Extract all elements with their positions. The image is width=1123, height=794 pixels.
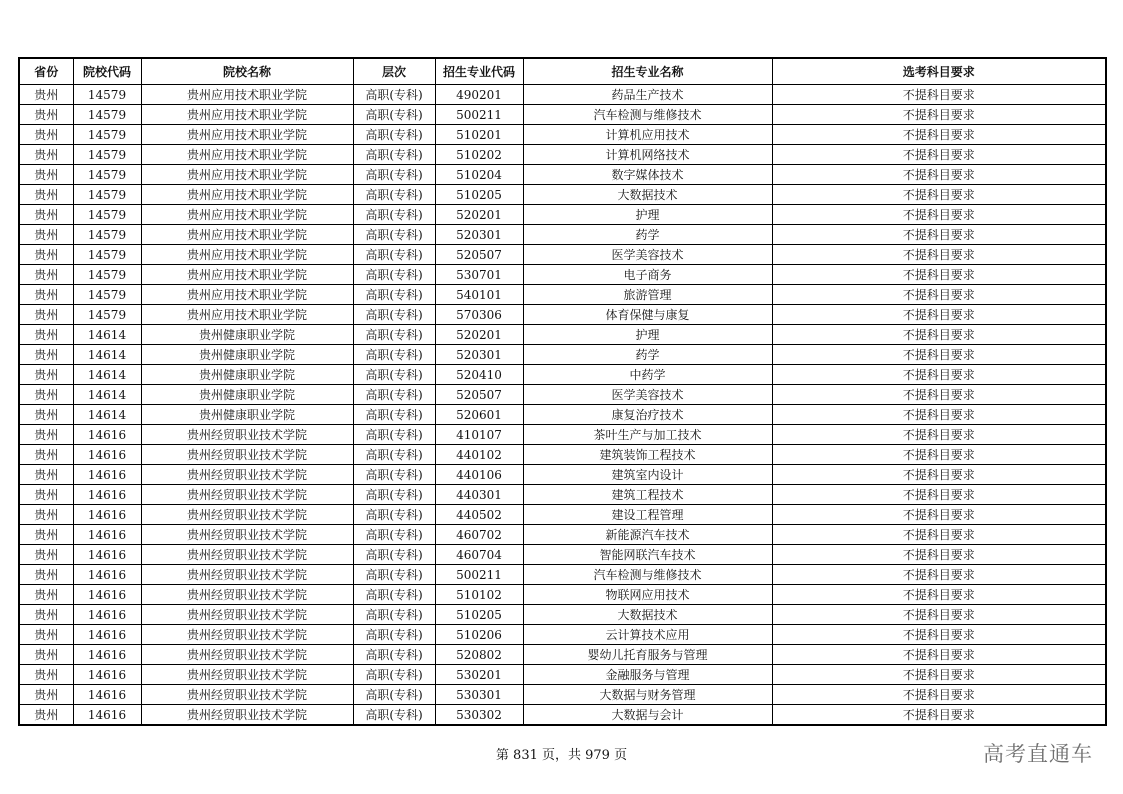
cell-province: 贵州 (19, 585, 73, 605)
cell-major-code: 520301 (435, 225, 523, 245)
table-row (19, 285, 1106, 305)
cell-major-name: 药学 (523, 345, 772, 365)
cell-major-name: 智能网联汽车技术 (523, 545, 772, 565)
cell-major-name: 建筑工程技术 (523, 485, 772, 505)
cell-level: 高职(专科) (353, 285, 435, 305)
cell-level: 高职(专科) (353, 185, 435, 205)
table-row (19, 105, 1106, 125)
cell-major-code: 520507 (435, 385, 523, 405)
cell-level: 高职(专科) (353, 85, 435, 105)
cell-major-name: 大数据技术 (523, 605, 772, 625)
table-row (19, 225, 1106, 245)
table-row (19, 125, 1106, 145)
cell-major-name: 婴幼儿托育服务与管理 (523, 645, 772, 665)
table-row (19, 85, 1106, 105)
cell-school-code: 14616 (73, 645, 141, 665)
cell-level: 高职(专科) (353, 105, 435, 125)
cell-school-name: 贵州健康职业学院 (141, 385, 353, 405)
cell-province: 贵州 (19, 105, 73, 125)
cell-province: 贵州 (19, 685, 73, 705)
table-row (19, 525, 1106, 545)
table-row (19, 465, 1106, 485)
cell-school-code: 14616 (73, 485, 141, 505)
cell-subject-requirement: 不提科目要求 (772, 345, 1106, 365)
cell-level: 高职(专科) (353, 445, 435, 465)
page-number: 第 831 页，共 979 页 (495, 748, 628, 763)
cell-major-code: 520410 (435, 365, 523, 385)
cell-level: 高职(专科) (353, 585, 435, 605)
cell-subject-requirement: 不提科目要求 (772, 165, 1106, 185)
table-row (19, 245, 1106, 265)
cell-school-code: 14614 (73, 405, 141, 425)
cell-level: 高职(专科) (353, 245, 435, 265)
cell-school-code: 14614 (73, 345, 141, 365)
cell-major-code: 510206 (435, 625, 523, 645)
cell-major-name: 药学 (523, 225, 772, 245)
cell-major-code: 520201 (435, 325, 523, 345)
cell-school-name: 贵州经贸职业技术学院 (141, 505, 353, 525)
table-row (19, 185, 1106, 205)
cell-level: 高职(专科) (353, 605, 435, 625)
cell-major-name: 建筑装饰工程技术 (523, 445, 772, 465)
cell-school-code: 14579 (73, 165, 141, 185)
cell-school-code: 14616 (73, 685, 141, 705)
cell-major-name: 物联网应用技术 (523, 585, 772, 605)
cell-subject-requirement: 不提科目要求 (772, 405, 1106, 425)
cell-major-name: 数字媒体技术 (523, 165, 772, 185)
watermark-logo: 高考直通车 (983, 742, 1093, 766)
cell-major-code: 570306 (435, 305, 523, 325)
table-row (19, 485, 1106, 505)
cell-level: 高职(专科) (353, 405, 435, 425)
table-row (19, 365, 1106, 385)
header-school-code: 院校代码 (73, 58, 141, 85)
cell-major-name: 茶叶生产与加工技术 (523, 425, 772, 445)
cell-major-name: 体育保健与康复 (523, 305, 772, 325)
cell-level: 高职(专科) (353, 165, 435, 185)
table-row (19, 505, 1106, 525)
table-row (19, 645, 1106, 665)
cell-major-code: 460704 (435, 545, 523, 565)
header-major-code: 招生专业代码 (435, 58, 523, 85)
cell-major-name: 护理 (523, 205, 772, 225)
cell-province: 贵州 (19, 345, 73, 365)
cell-level: 高职(专科) (353, 225, 435, 245)
cell-province: 贵州 (19, 245, 73, 265)
cell-major-name: 汽车检测与维修技术 (523, 105, 772, 125)
cell-school-code: 14579 (73, 265, 141, 285)
cell-subject-requirement: 不提科目要求 (772, 465, 1106, 485)
cell-province: 贵州 (19, 425, 73, 445)
cell-school-name: 贵州应用技术职业学院 (141, 145, 353, 165)
table-row (19, 405, 1106, 425)
cell-major-name: 新能源汽车技术 (523, 525, 772, 545)
cell-school-name: 贵州应用技术职业学院 (141, 285, 353, 305)
cell-major-name: 药品生产技术 (523, 85, 772, 105)
cell-subject-requirement: 不提科目要求 (772, 585, 1106, 605)
cell-major-name: 计算机网络技术 (523, 145, 772, 165)
cell-province: 贵州 (19, 625, 73, 645)
cell-province: 贵州 (19, 505, 73, 525)
cell-school-name: 贵州应用技术职业学院 (141, 85, 353, 105)
table-row (19, 385, 1106, 405)
cell-level: 高职(专科) (353, 125, 435, 145)
cell-school-name: 贵州经贸职业技术学院 (141, 605, 353, 625)
cell-province: 贵州 (19, 445, 73, 465)
table-row (19, 265, 1106, 285)
table-row (19, 585, 1106, 605)
cell-major-name: 计算机应用技术 (523, 125, 772, 145)
cell-major-code: 510201 (435, 125, 523, 145)
cell-major-name: 中药学 (523, 365, 772, 385)
cell-province: 贵州 (19, 525, 73, 545)
cell-major-code: 510202 (435, 145, 523, 165)
cell-subject-requirement: 不提科目要求 (772, 265, 1106, 285)
cell-school-code: 14616 (73, 525, 141, 545)
cell-subject-requirement: 不提科目要求 (772, 325, 1106, 345)
cell-subject-requirement: 不提科目要求 (772, 705, 1106, 726)
table-row (19, 605, 1106, 625)
cell-level: 高职(专科) (353, 505, 435, 525)
cell-major-code: 510204 (435, 165, 523, 185)
cell-subject-requirement: 不提科目要求 (772, 205, 1106, 225)
cell-major-code: 410107 (435, 425, 523, 445)
cell-province: 贵州 (19, 285, 73, 305)
cell-major-code: 520301 (435, 345, 523, 365)
table-row (19, 205, 1106, 225)
cell-major-code: 530701 (435, 265, 523, 285)
cell-level: 高职(专科) (353, 625, 435, 645)
cell-subject-requirement: 不提科目要求 (772, 565, 1106, 585)
cell-subject-requirement: 不提科目要求 (772, 245, 1106, 265)
cell-major-code: 500211 (435, 565, 523, 585)
header-row (19, 58, 1106, 85)
table-row (19, 685, 1106, 705)
cell-school-code: 14579 (73, 305, 141, 325)
cell-major-code: 440102 (435, 445, 523, 465)
cell-level: 高职(专科) (353, 705, 435, 726)
header-major-name: 招生专业名称 (523, 58, 772, 85)
cell-school-name: 贵州健康职业学院 (141, 325, 353, 345)
cell-school-name: 贵州应用技术职业学院 (141, 265, 353, 285)
cell-major-code: 510205 (435, 605, 523, 625)
cell-school-code: 14616 (73, 585, 141, 605)
cell-school-code: 14616 (73, 605, 141, 625)
cell-school-name: 贵州应用技术职业学院 (141, 105, 353, 125)
cell-school-code: 14579 (73, 285, 141, 305)
cell-major-name: 大数据与财务管理 (523, 685, 772, 705)
cell-school-name: 贵州经贸职业技术学院 (141, 565, 353, 585)
cell-school-name: 贵州经贸职业技术学院 (141, 585, 353, 605)
cell-province: 贵州 (19, 645, 73, 665)
cell-level: 高职(专科) (353, 205, 435, 225)
cell-school-code: 14616 (73, 565, 141, 585)
cell-major-code: 520201 (435, 205, 523, 225)
cell-major-code: 440502 (435, 505, 523, 525)
table-row (19, 545, 1106, 565)
cell-major-name: 康复治疗技术 (523, 405, 772, 425)
cell-school-name: 贵州经贸职业技术学院 (141, 665, 353, 685)
cell-major-name: 医学美容技术 (523, 385, 772, 405)
cell-school-code: 14579 (73, 245, 141, 265)
cell-major-code: 500211 (435, 105, 523, 125)
cell-major-name: 大数据技术 (523, 185, 772, 205)
table-row (19, 445, 1106, 465)
cell-province: 贵州 (19, 85, 73, 105)
cell-major-code: 520802 (435, 645, 523, 665)
table-row (19, 625, 1106, 645)
cell-major-name: 大数据与会计 (523, 705, 772, 726)
table-row (19, 425, 1106, 445)
cell-level: 高职(专科) (353, 345, 435, 365)
cell-school-name: 贵州经贸职业技术学院 (141, 485, 353, 505)
admissions-table (18, 57, 1107, 726)
cell-subject-requirement: 不提科目要求 (772, 505, 1106, 525)
cell-major-code: 530302 (435, 705, 523, 726)
cell-school-name: 贵州健康职业学院 (141, 405, 353, 425)
cell-level: 高职(专科) (353, 685, 435, 705)
cell-level: 高职(专科) (353, 565, 435, 585)
cell-province: 贵州 (19, 365, 73, 385)
header-level: 层次 (353, 58, 435, 85)
cell-major-code: 490201 (435, 85, 523, 105)
table-body (19, 85, 1106, 726)
cell-subject-requirement: 不提科目要求 (772, 285, 1106, 305)
cell-subject-requirement: 不提科目要求 (772, 145, 1106, 165)
cell-school-name: 贵州经贸职业技术学院 (141, 705, 353, 726)
cell-subject-requirement: 不提科目要求 (772, 525, 1106, 545)
cell-school-name: 贵州经贸职业技术学院 (141, 525, 353, 545)
cell-level: 高职(专科) (353, 645, 435, 665)
cell-school-name: 贵州应用技术职业学院 (141, 125, 353, 145)
table-row (19, 325, 1106, 345)
cell-level: 高职(专科) (353, 305, 435, 325)
cell-school-name: 贵州经贸职业技术学院 (141, 545, 353, 565)
cell-province: 贵州 (19, 145, 73, 165)
cell-major-code: 520507 (435, 245, 523, 265)
cell-major-code: 460702 (435, 525, 523, 545)
header-subject-requirement: 选考科目要求 (772, 58, 1106, 85)
cell-subject-requirement: 不提科目要求 (772, 365, 1106, 385)
table-row (19, 345, 1106, 365)
cell-province: 贵州 (19, 165, 73, 185)
cell-province: 贵州 (19, 325, 73, 345)
table-row (19, 705, 1106, 726)
cell-subject-requirement: 不提科目要求 (772, 125, 1106, 145)
cell-province: 贵州 (19, 225, 73, 245)
cell-level: 高职(专科) (353, 545, 435, 565)
cell-school-name: 贵州经贸职业技术学院 (141, 685, 353, 705)
table-row (19, 565, 1106, 585)
table-row (19, 145, 1106, 165)
cell-major-code: 530301 (435, 685, 523, 705)
cell-major-name: 旅游管理 (523, 285, 772, 305)
cell-school-name: 贵州经贸职业技术学院 (141, 465, 353, 485)
cell-school-code: 14614 (73, 385, 141, 405)
cell-major-name: 医学美容技术 (523, 245, 772, 265)
cell-province: 贵州 (19, 705, 73, 726)
table-row (19, 165, 1106, 185)
cell-school-code: 14614 (73, 325, 141, 345)
cell-subject-requirement: 不提科目要求 (772, 85, 1106, 105)
cell-major-code: 510205 (435, 185, 523, 205)
cell-province: 贵州 (19, 265, 73, 285)
cell-level: 高职(专科) (353, 525, 435, 545)
cell-school-name: 贵州经贸职业技术学院 (141, 445, 353, 465)
cell-school-name: 贵州应用技术职业学院 (141, 185, 353, 205)
cell-level: 高职(专科) (353, 325, 435, 345)
cell-province: 贵州 (19, 305, 73, 325)
cell-province: 贵州 (19, 665, 73, 685)
cell-school-code: 14614 (73, 365, 141, 385)
cell-major-name: 云计算技术应用 (523, 625, 772, 645)
cell-subject-requirement: 不提科目要求 (772, 425, 1106, 445)
cell-province: 贵州 (19, 185, 73, 205)
cell-school-name: 贵州应用技术职业学院 (141, 305, 353, 325)
cell-major-name: 金融服务与管理 (523, 665, 772, 685)
cell-level: 高职(专科) (353, 665, 435, 685)
header-province: 省份 (19, 58, 73, 85)
cell-school-code: 14579 (73, 85, 141, 105)
cell-major-code: 520601 (435, 405, 523, 425)
cell-province: 贵州 (19, 485, 73, 505)
cell-subject-requirement: 不提科目要求 (772, 385, 1106, 405)
cell-school-name: 贵州健康职业学院 (141, 365, 353, 385)
cell-level: 高职(专科) (353, 425, 435, 445)
cell-school-name: 贵州经贸职业技术学院 (141, 625, 353, 645)
cell-subject-requirement: 不提科目要求 (772, 645, 1106, 665)
cell-school-code: 14616 (73, 505, 141, 525)
cell-level: 高职(专科) (353, 385, 435, 405)
table-header (19, 58, 1106, 85)
cell-province: 贵州 (19, 545, 73, 565)
cell-province: 贵州 (19, 405, 73, 425)
cell-subject-requirement: 不提科目要求 (772, 185, 1106, 205)
cell-school-code: 14579 (73, 185, 141, 205)
cell-school-name: 贵州应用技术职业学院 (141, 245, 353, 265)
cell-major-name: 护理 (523, 325, 772, 345)
cell-subject-requirement: 不提科目要求 (772, 665, 1106, 685)
cell-level: 高职(专科) (353, 465, 435, 485)
cell-school-code: 14579 (73, 205, 141, 225)
header-school-name: 院校名称 (141, 58, 353, 85)
cell-school-name: 贵州应用技术职业学院 (141, 205, 353, 225)
cell-subject-requirement: 不提科目要求 (772, 545, 1106, 565)
cell-subject-requirement: 不提科目要求 (772, 625, 1106, 645)
cell-province: 贵州 (19, 125, 73, 145)
cell-province: 贵州 (19, 205, 73, 225)
table-row (19, 665, 1106, 685)
cell-subject-requirement: 不提科目要求 (772, 445, 1106, 465)
cell-school-code: 14579 (73, 105, 141, 125)
cell-school-code: 14579 (73, 145, 141, 165)
table-row (19, 305, 1106, 325)
cell-school-code: 14616 (73, 705, 141, 726)
cell-school-name: 贵州经贸职业技术学院 (141, 425, 353, 445)
cell-school-code: 14616 (73, 625, 141, 645)
cell-school-code: 14616 (73, 465, 141, 485)
cell-level: 高职(专科) (353, 485, 435, 505)
cell-major-code: 440106 (435, 465, 523, 485)
cell-major-code: 510102 (435, 585, 523, 605)
cell-major-name: 建设工程管理 (523, 505, 772, 525)
cell-major-code: 440301 (435, 485, 523, 505)
cell-school-code: 14616 (73, 425, 141, 445)
cell-major-name: 建筑室内设计 (523, 465, 772, 485)
cell-school-name: 贵州经贸职业技术学院 (141, 645, 353, 665)
cell-province: 贵州 (19, 565, 73, 585)
cell-level: 高职(专科) (353, 365, 435, 385)
cell-subject-requirement: 不提科目要求 (772, 485, 1106, 505)
cell-province: 贵州 (19, 465, 73, 485)
cell-level: 高职(专科) (353, 265, 435, 285)
cell-school-code: 14616 (73, 445, 141, 465)
cell-province: 贵州 (19, 605, 73, 625)
cell-subject-requirement: 不提科目要求 (772, 605, 1106, 625)
cell-province: 贵州 (19, 385, 73, 405)
cell-school-code: 14579 (73, 225, 141, 245)
cell-school-code: 14616 (73, 545, 141, 565)
cell-school-code: 14616 (73, 665, 141, 685)
cell-school-name: 贵州应用技术职业学院 (141, 225, 353, 245)
cell-subject-requirement: 不提科目要求 (772, 305, 1106, 325)
cell-subject-requirement: 不提科目要求 (772, 685, 1106, 705)
cell-major-name: 汽车检测与维修技术 (523, 565, 772, 585)
cell-school-name: 贵州应用技术职业学院 (141, 165, 353, 185)
cell-major-name: 电子商务 (523, 265, 772, 285)
cell-school-name: 贵州健康职业学院 (141, 345, 353, 365)
cell-level: 高职(专科) (353, 145, 435, 165)
cell-school-code: 14579 (73, 125, 141, 145)
cell-major-code: 540101 (435, 285, 523, 305)
cell-subject-requirement: 不提科目要求 (772, 225, 1106, 245)
cell-major-code: 530201 (435, 665, 523, 685)
cell-subject-requirement: 不提科目要求 (772, 105, 1106, 125)
